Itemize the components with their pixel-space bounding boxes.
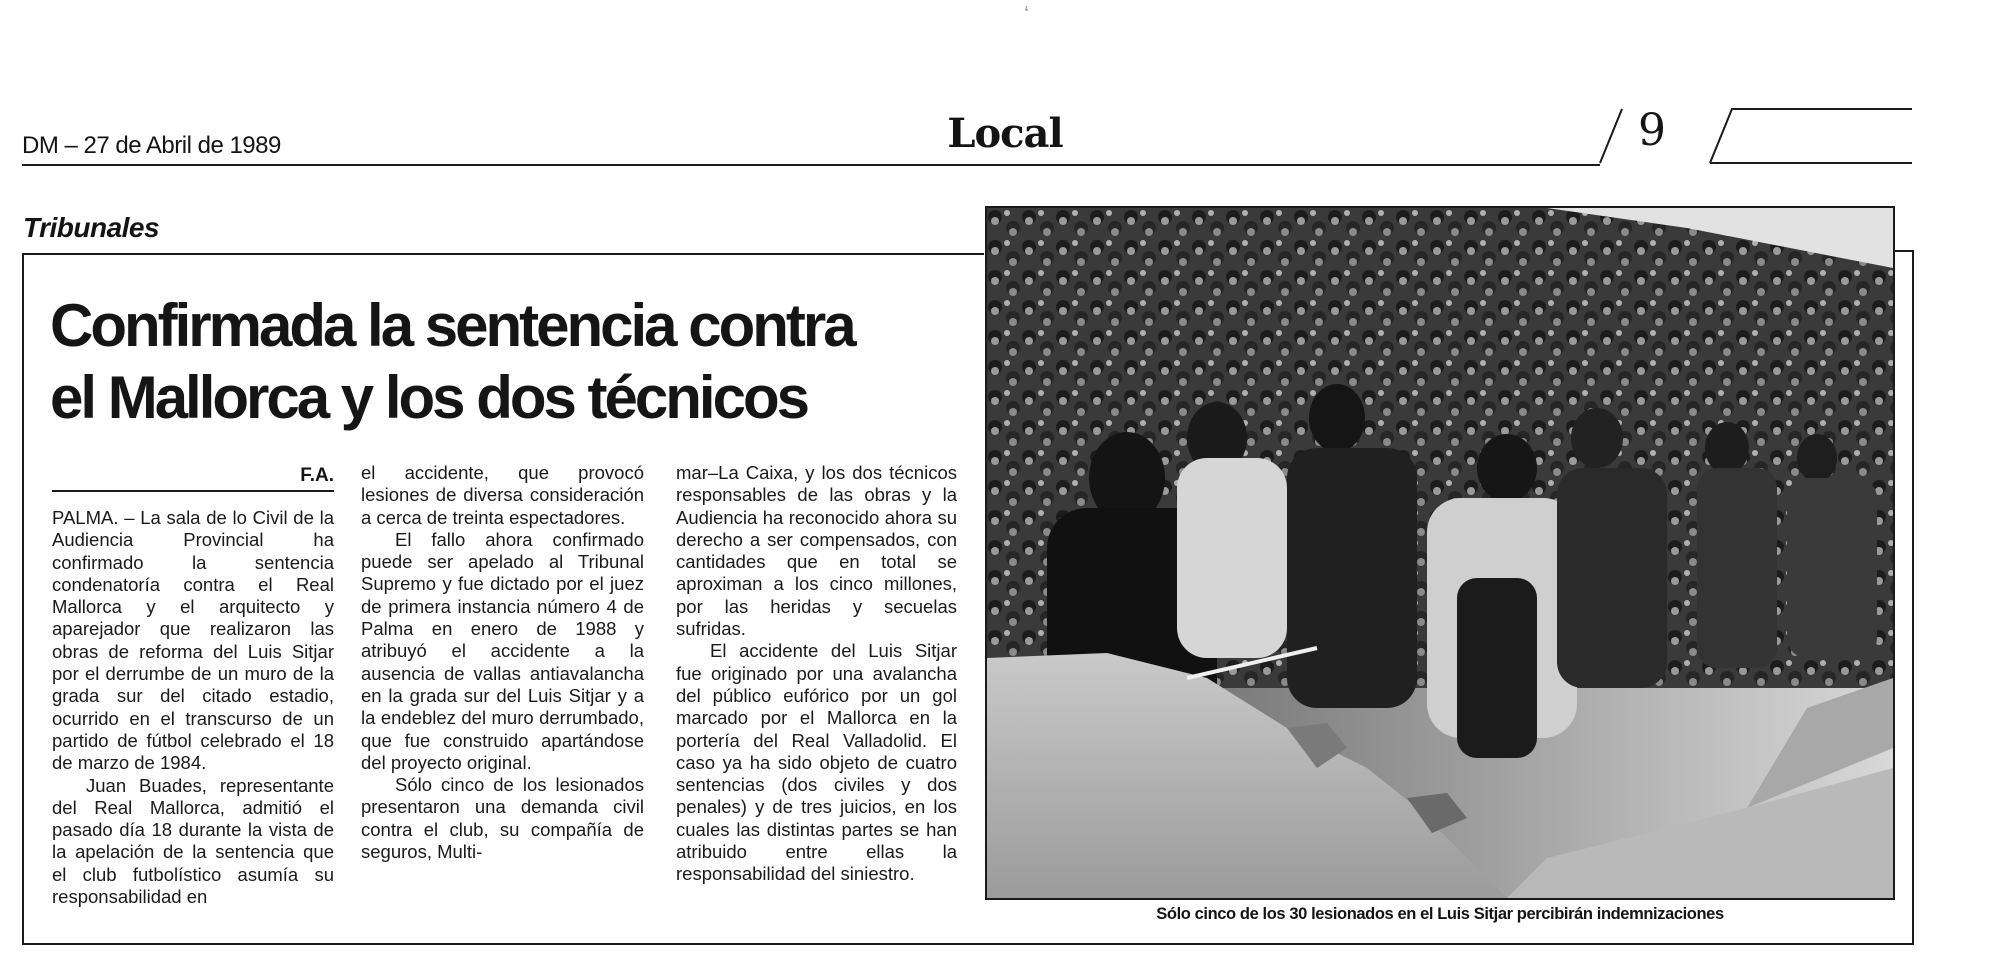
paragraph: Sólo cinco de los lesionados presentaron una demanda civil contra el club, su compañía de seguros, Multi- — [361, 774, 644, 863]
article-frame-bottom — [22, 943, 1914, 945]
headline-line-2: el Mallorca y los dos técnicos — [50, 364, 807, 431]
news-photo — [985, 206, 1895, 900]
section-title: Local — [947, 110, 1063, 157]
paragraph: El accidente del Luis Sitjar fue originado por una avalancha del público eufórico por un gol marcado por el Mallorca en la portería del Real Valladolid. El caso ya ha sido objeto de cuatro sentencias (dos civiles y dos penales) y de tres juicios, en los cuales las distintas partes se han atribuido entre ellas la responsabilidad del siniestro. — [676, 640, 957, 885]
paragraph: el accidente, que provocó lesiones de diversa consideración a cerca de treinta espectadores. — [361, 462, 644, 528]
headline — [50, 290, 950, 434]
article-column-3 — [676, 462, 957, 886]
masthead-slant-tabs — [1560, 105, 1920, 167]
article-column-1 — [52, 507, 334, 908]
article-frame-right — [1912, 250, 1914, 945]
article-column-2 — [361, 462, 644, 863]
paragraph: El fallo ahora confirmado puede ser apelado al Tribunal Supremo y fue dictado por el juez de primera instancia número 4 de Palma en enero de 1988 y atribuyó el accidente a la ausencia de vallas antiavalancha en la grada sur del Luis Sitjar y a la endeblez del muro derrumbado, que fue construido apartándose del proyecto original. — [361, 528, 644, 773]
paragraph: PALMA. – La sala de lo Civil de la Audiencia Provincial ha confirmado la sentencia condenatoría contra el Real Mallorca y el arquitecto y aparejador que realizaron las obras de reforma del Luis Sitjar por el derrumbe de un muro de la grada sur del citado estadio, ocurrido en el transcurso de un partido de fútbol celebrado el 18 de marzo de 1984. — [52, 507, 334, 774]
page-number: 9 — [1638, 105, 1666, 156]
scan-mark: ʻ — [1024, 2, 1029, 27]
photo-caption: Sólo cinco de los 30 lesionados en el Luis Sitjar percibirán indemnizaciones — [1156, 905, 1724, 923]
headline-line-1: Confirmada la sentencia contra — [50, 292, 854, 359]
paragraph: Juan Buades, representante del Real Mallorca, admitió el pasado día 18 durante la vista de la apelación de la sentencia que el club futbolístico asumía su responsabilidad en — [52, 774, 334, 908]
article-frame-left — [22, 253, 24, 945]
article-frame-top — [22, 253, 984, 255]
crowd-stands-photo — [987, 208, 1893, 898]
section-kicker: Tribunales — [23, 212, 160, 243]
byline-rule — [52, 490, 334, 492]
paragraph: mar–La Caixa, y los dos técnicos responsables de las obras y la Audiencia ha reconocido ahora su derecho a ser compensados, con cantidades que en total se aproximan a los cinco millones, por las heridas y secuelas sufridas. — [676, 462, 957, 640]
byline: F.A. — [300, 465, 334, 486]
issue-date: DM – 27 de Abril de 1989 — [22, 132, 281, 159]
masthead-rule — [22, 164, 1600, 166]
